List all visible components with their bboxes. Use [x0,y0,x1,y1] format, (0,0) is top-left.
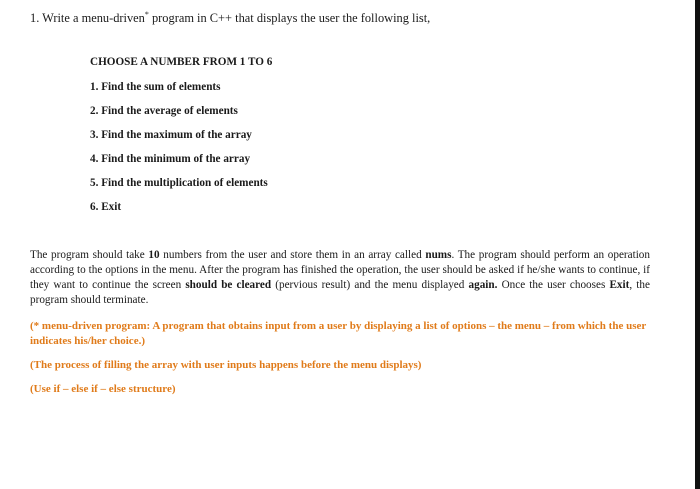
question-lead: 1. Write a menu-driven [30,11,145,25]
note-structure: (Use if – else if – else structure) [30,383,176,395]
paragraph-text-2: numbers from the user and store them in an array called [159,249,426,261]
menu-option-average: 2. Find the average of elements [90,105,238,117]
menu-option-sum: 1. Find the sum of elements [90,81,221,93]
question-tail: program in C++ that displays the user the following list, [148,11,431,25]
exit-word: Exit [609,279,630,291]
paragraph-text-3: . The program should perform an operation according to the options in the menu. After the program has finished the operation, the user should be asked if he/she wants to continue, if they want to continue the screen [30,249,650,291]
menu-option-exit: 6. Exit [90,201,122,213]
paragraph-text-4: (pervious result) and the menu displayed [271,279,469,291]
again-word: again. [468,279,498,291]
menu-option-multiplication: 5. Find the multiplication of elements [90,177,268,189]
cleared-phrase: should be cleared [185,279,272,291]
note-array-filling: (The process of filling the array with user inputs happens before the menu displays) [30,359,422,371]
note-menu-driven-definition: (* menu-driven program: A program that obtains input from a user by displaying a list of options – the menu – from which the user indicates his/her choice.) [30,320,647,347]
paragraph-text-6: , the program should terminate. [30,279,650,306]
menu-option-minimum: 4. Find the minimum of the array [90,153,251,165]
array-name: nums [425,249,452,261]
paragraph-text-1: The program should take [30,249,149,261]
right-edge-border [695,0,700,489]
paragraph-text-5: Once the user chooses [497,279,610,291]
menu-heading: CHOOSE A NUMBER FROM 1 TO 6 [90,56,273,68]
menu-option-maximum: 3. Find the maximum of the array [90,129,252,141]
footnote-marker: * [144,9,149,19]
instructions-paragraph [30,248,650,308]
number-count: 10 [148,249,160,261]
question-prompt [30,10,430,26]
